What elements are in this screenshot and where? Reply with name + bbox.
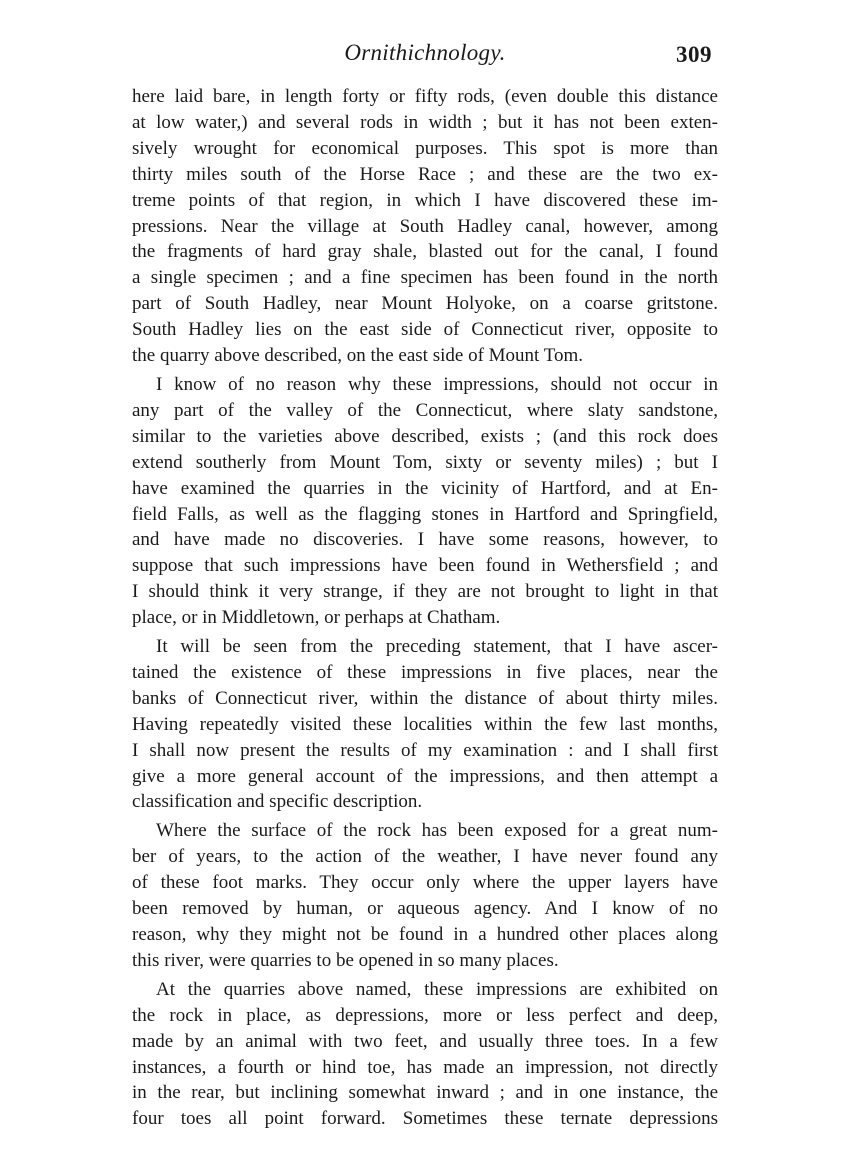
text-line: Where the surface of the rock has been exposed for a great num- [156,820,718,842]
running-head [132,40,718,76]
text-line: and have made no discoveries. I have some reasons, however, to [132,529,718,551]
text-line: part of South Hadley, near Mount Holyoke, on a coarse gritstone. [132,293,718,315]
text-line: the fragments of hard gray shale, blasted out for the canal, I found [132,241,718,263]
paragraph [132,818,718,973]
text-line: pressions. Near the village at South Hadley canal, however, among [132,215,718,237]
text-line: reason, why they might not be found in a hundred other places along [132,924,718,945]
text-line: sively wrought for economical purposes. This spot is more than [132,137,718,159]
text-line: instances, a fourth or hind toe, has made an impression, not directly [132,1056,718,1078]
text-line: made by an animal with two feet, and usually three toes. In a few [132,1030,718,1052]
text-line: the quarry above described, on the east side of Mount Tom. [132,345,584,367]
text-line: treme points of that region, in which I have discovered these im- [132,189,718,211]
book-page [132,40,718,1135]
text-line: give a more general account of the impressions, and then attempt a [132,765,718,787]
paragraph [132,84,718,369]
text-line: I know of no reason why these impressions, should not occur in [156,373,718,395]
text-line: a single specimen ; and a fine specimen has been found in the north [132,267,718,289]
text-line: in the rear, but inclining somewhat inward ; and in one instance, the [132,1082,718,1104]
paragraph [132,977,718,1132]
text-line: classification and specific description. [132,791,423,813]
text-line: suppose that such impressions have been found in Wethersfield ; and [132,555,718,577]
text-line: extend southerly from Mount Tom, sixty or seventy miles) ; but I [132,451,718,473]
paragraph [132,372,718,631]
text-line: I should think it very strange, if they are not brought to light in that [132,581,718,603]
text-line: field Falls, as well as the flagging stones in Hartford and Springfield, [132,503,718,525]
text-line: I shall now present the results of my examination : and I shall first [132,739,718,761]
text-line: at low water,) and several rods in width ; but it has not been exten- [132,111,718,133]
text-line: banks of Connecticut river, within the distance of about thirty miles. [132,687,718,709]
text-line: It will be seen from the preceding statement, that I have ascer- [156,636,718,658]
text-line: been removed by human, or aqueous agency. And I know of no [132,898,718,920]
text-line: four toes all point forward. Sometimes these ternate depressions [132,1108,718,1130]
text-line: thirty miles south of the Horse Race ; and these are the two ex- [132,163,718,185]
text-line: tained the existence of these impressions in five places, near the [132,661,718,683]
text-line: any part of the valley of the Connecticut, where slaty sandstone, [132,399,718,421]
paragraph [132,634,718,815]
page-number: 309 [676,42,712,67]
text-line: of these foot marks. They occur only where the upper layers have [132,872,718,894]
text-line: similar to the varieties above described, exists ; (and this rock does [132,425,718,447]
text-line: At the quarries above named, these impressions are exhibited on [156,978,718,1000]
text-line: the rock in place, as depressions, more or less perfect and deep, [132,1004,718,1026]
text-line: ber of years, to the action of the weather, I have never found any [132,846,718,868]
text-line: South Hadley lies on the east side of Connecticut river, opposite to [132,319,718,341]
running-title: Ornithichnology. [344,40,506,65]
text-line: here laid bare, in length forty or fifty rods, (even double this distance [132,86,718,107]
text-line: Having repeatedly visited these localities within the few last months, [132,713,718,735]
text-line: have examined the quarries in the vicinity of Hartford, and at En- [132,477,718,499]
body-text [132,84,718,1132]
text-line: place, or in Middletown, or perhaps at Chatham. [132,607,501,629]
text-line: this river, were quarries to be opened in so many places. [132,949,559,971]
